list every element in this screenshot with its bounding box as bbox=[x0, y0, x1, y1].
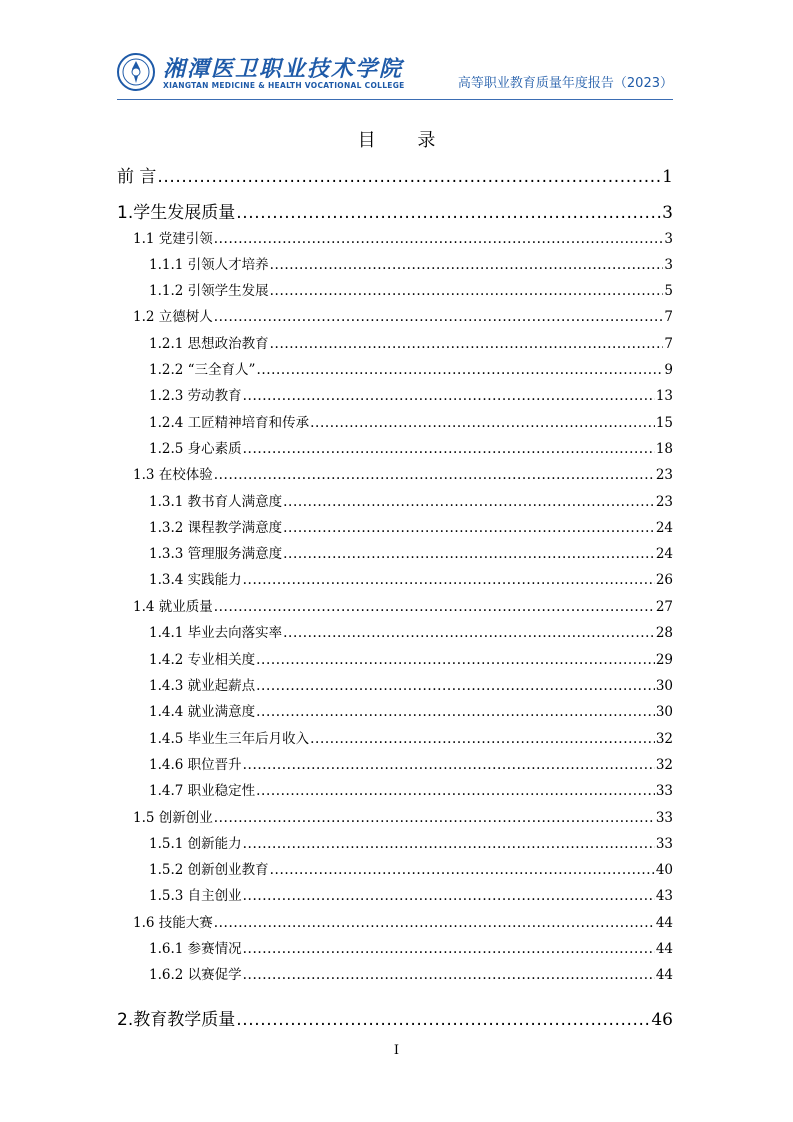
toc-leader-dots bbox=[283, 494, 655, 510]
toc-entry-page: 13 bbox=[655, 388, 673, 404]
toc-entry[interactable] bbox=[149, 542, 673, 562]
toc-leader-dots bbox=[283, 520, 655, 536]
toc-leader-dots bbox=[243, 836, 655, 852]
toc-entry-label: 1.3.1 教书育人满意度 bbox=[149, 494, 283, 510]
toc-entry[interactable] bbox=[149, 937, 673, 957]
toc-entry-label: 1.6.2 以赛促学 bbox=[149, 967, 242, 983]
toc-leader-dots bbox=[243, 941, 655, 957]
toc-leader-dots bbox=[270, 257, 664, 273]
toc-leader-dots bbox=[270, 862, 655, 878]
toc-entry[interactable] bbox=[149, 621, 673, 641]
report-title: 高等职业教育质量年度报告（2023） bbox=[457, 76, 673, 91]
toc-entry[interactable] bbox=[149, 253, 673, 273]
toc-entry-label: 1.4.2 专业相关度 bbox=[149, 652, 256, 668]
toc-leader-dots bbox=[283, 625, 655, 641]
toc-leader-dots bbox=[214, 599, 655, 615]
toc-entry-label: 1.3.4 实践能力 bbox=[149, 572, 242, 588]
toc-leader-dots bbox=[283, 546, 655, 562]
toc-leader-dots bbox=[270, 283, 664, 299]
toc-leader-dots bbox=[310, 415, 655, 431]
toc-entry-page: 46 bbox=[651, 1010, 673, 1030]
toc-entry-label: 1.3 在校体验 bbox=[133, 467, 213, 483]
toc-entry-page: 44 bbox=[655, 915, 673, 931]
toc-entry-page: 24 bbox=[655, 546, 673, 562]
toc-entry-label: 1.5.3 自主创业 bbox=[149, 888, 242, 904]
toc-entry-page: 3 bbox=[664, 231, 673, 247]
toc-entry-page: 33 bbox=[655, 783, 673, 799]
toc-leader-dots bbox=[256, 783, 655, 799]
toc-entry[interactable] bbox=[133, 463, 673, 483]
toc-leader-dots bbox=[243, 757, 655, 773]
toc-entry-page: 43 bbox=[655, 888, 673, 904]
toc-entry-label: 1.5.1 创新能力 bbox=[149, 836, 242, 852]
toc-entry-page: 5 bbox=[664, 283, 673, 299]
toc-entry-page: 15 bbox=[655, 415, 673, 431]
toc-entry-label: 2.教育教学质量 bbox=[117, 1010, 236, 1030]
school-name-cn: 湘潭医卫职业技术学院 bbox=[163, 57, 404, 82]
toc-entry-label: 1.3.2 课程教学满意度 bbox=[149, 520, 283, 536]
toc-leader-dots bbox=[157, 167, 661, 187]
toc-entry-label: 1.2.3 劳动教育 bbox=[149, 388, 242, 404]
toc-entry[interactable] bbox=[149, 884, 673, 904]
toc-entry-label: 1.2 立德树人 bbox=[133, 309, 213, 325]
toc-entry-label: 1.5.2 创新创业教育 bbox=[149, 862, 269, 878]
toc-entry-page: 40 bbox=[655, 862, 673, 878]
toc-entry-page: 33 bbox=[655, 810, 673, 826]
toc-entry-page: 33 bbox=[655, 836, 673, 852]
toc-entry-page: 30 bbox=[655, 704, 673, 720]
toc-entry[interactable] bbox=[149, 516, 673, 536]
toc-entry[interactable] bbox=[133, 595, 673, 615]
toc-leader-dots bbox=[243, 572, 655, 588]
school-name-en: XIANGTAN MEDICINE & HEALTH VOCATIONAL COLLEGE bbox=[163, 81, 405, 90]
toc-entry[interactable] bbox=[149, 568, 673, 588]
toc-entry[interactable] bbox=[149, 358, 673, 378]
toc-entry-page: 18 bbox=[655, 441, 673, 457]
toc-entry[interactable] bbox=[149, 963, 673, 983]
toc-entry-page: 26 bbox=[655, 572, 673, 588]
toc-entry[interactable] bbox=[149, 727, 673, 747]
toc-leader-dots bbox=[256, 678, 655, 694]
toc-leader-dots bbox=[243, 441, 655, 457]
toc-leader-dots bbox=[256, 652, 655, 668]
school-logo-icon bbox=[117, 53, 155, 91]
toc-leader-dots bbox=[214, 467, 655, 483]
toc-leader-dots bbox=[214, 810, 655, 826]
toc-entry[interactable] bbox=[149, 279, 673, 299]
toc-entry-label: 1.2.1 思想政治教育 bbox=[149, 336, 269, 352]
toc-entry-label: 1.4.1 毕业去向落实率 bbox=[149, 625, 283, 641]
toc-entry-page: 23 bbox=[655, 494, 673, 510]
toc-entry[interactable] bbox=[117, 1005, 673, 1030]
toc-entry-page: 7 bbox=[664, 309, 673, 325]
toc-entry-page: 44 bbox=[655, 967, 673, 983]
toc-entry-label: 1.1.2 引领学生发展 bbox=[149, 283, 269, 299]
toc-entry-label: 1.6.1 参赛情况 bbox=[149, 941, 242, 957]
toc-leader-dots bbox=[214, 231, 664, 247]
toc-leader-dots bbox=[243, 967, 655, 983]
toc-entry-label: 1.4.4 就业满意度 bbox=[149, 704, 256, 720]
toc-entry-page: 27 bbox=[655, 599, 673, 615]
toc-entry-label: 1.2.4 工匠精神培育和传承 bbox=[149, 415, 310, 431]
toc-entry[interactable] bbox=[133, 227, 673, 247]
toc-entry-label: 1.1.1 引领人才培养 bbox=[149, 257, 269, 273]
toc-entry-label: 前 言 bbox=[117, 167, 157, 187]
toc-title: 目 录 bbox=[357, 130, 454, 151]
toc-entry[interactable] bbox=[149, 648, 673, 668]
toc-entry-label: 1.5 创新创业 bbox=[133, 810, 213, 826]
toc-entry-page: 7 bbox=[664, 336, 673, 352]
toc-entry[interactable] bbox=[149, 674, 673, 694]
toc-entry-label: 1.1 党建引领 bbox=[133, 231, 213, 247]
toc-leader-dots bbox=[243, 388, 655, 404]
toc-entry[interactable] bbox=[149, 779, 673, 799]
toc-entry-page: 44 bbox=[655, 941, 673, 957]
toc-entry-label: 1.2.5 身心素质 bbox=[149, 441, 242, 457]
toc-entry[interactable] bbox=[133, 305, 673, 325]
toc-entry-label: 1.学生发展质量 bbox=[117, 203, 236, 223]
toc-entry[interactable] bbox=[149, 411, 673, 431]
toc-entry[interactable] bbox=[133, 806, 673, 826]
page-number: I bbox=[393, 1043, 400, 1058]
toc-leader-dots bbox=[236, 1010, 650, 1030]
toc-entry-label: 1.4.3 就业起薪点 bbox=[149, 678, 256, 694]
toc-entry[interactable] bbox=[149, 832, 673, 852]
toc-entry-page: 3 bbox=[664, 257, 673, 273]
toc-entry-label: 1.4.6 职位晋升 bbox=[149, 757, 242, 773]
toc-leader-dots bbox=[256, 704, 655, 720]
toc-entry[interactable] bbox=[149, 490, 673, 510]
toc-entry-page: 23 bbox=[655, 467, 673, 483]
toc-leader-dots bbox=[214, 309, 664, 325]
toc-leader-dots bbox=[243, 888, 655, 904]
header-divider bbox=[117, 99, 673, 100]
toc-entry-label: 1.2.2 “三全育人” bbox=[149, 362, 256, 378]
toc-entry-label: 1.4.5 毕业生三年后月收入 bbox=[149, 731, 310, 747]
page-header bbox=[117, 50, 673, 100]
toc-entry[interactable] bbox=[117, 162, 673, 187]
toc-entry-page: 29 bbox=[655, 652, 673, 668]
toc-entry[interactable] bbox=[149, 437, 673, 457]
toc-entry[interactable] bbox=[149, 332, 673, 352]
toc-entry-page: 1 bbox=[662, 167, 673, 187]
toc-leader-dots bbox=[256, 362, 663, 378]
toc-entry-page: 9 bbox=[664, 362, 673, 378]
toc-leader-dots bbox=[214, 915, 655, 931]
toc-entry-label: 1.4 就业质量 bbox=[133, 599, 213, 615]
toc-leader-dots bbox=[236, 203, 661, 223]
toc-entry-page: 3 bbox=[662, 203, 673, 223]
toc-entry-label: 1.6 技能大赛 bbox=[133, 915, 213, 931]
toc-entry-page: 28 bbox=[655, 625, 673, 641]
toc-entry[interactable] bbox=[149, 753, 673, 773]
toc-entry-page: 32 bbox=[655, 757, 673, 773]
toc-entry[interactable] bbox=[149, 384, 673, 404]
toc-leader-dots bbox=[270, 336, 664, 352]
toc-entry-label: 1.4.7 职业稳定性 bbox=[149, 783, 256, 799]
toc-entry-page: 24 bbox=[655, 520, 673, 536]
toc-entry[interactable] bbox=[133, 911, 673, 931]
toc-entry[interactable] bbox=[149, 858, 673, 878]
toc-entry[interactable] bbox=[117, 198, 673, 223]
toc-leader-dots bbox=[310, 731, 655, 747]
toc-entry-label: 1.3.3 管理服务满意度 bbox=[149, 546, 283, 562]
toc-entry[interactable] bbox=[149, 700, 673, 720]
toc-entry-page: 32 bbox=[655, 731, 673, 747]
toc-entry-page: 30 bbox=[655, 678, 673, 694]
